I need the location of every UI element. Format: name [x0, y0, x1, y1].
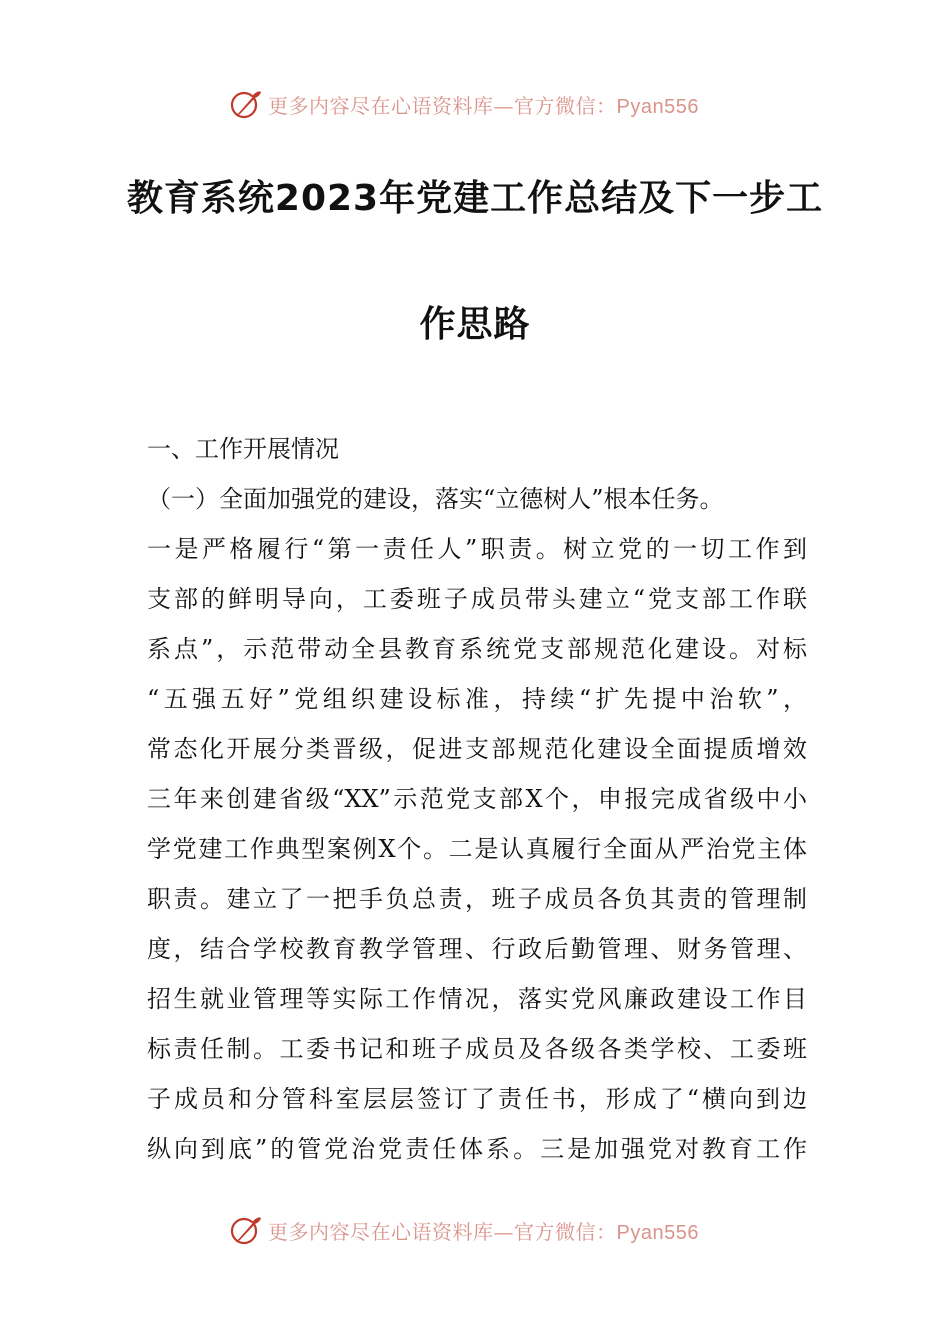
subsection-heading: （一）全面加强党的建设，落实“立德树人”根本任务。	[147, 485, 724, 513]
body-line: 学党建工作典型案例X个。二是认真履行全面从严治党主体	[147, 835, 807, 863]
body-line: 一是严格履行“第一责任人”职责。树立党的一切工作到	[147, 535, 807, 563]
body-line: 纵向到底”的管党治党责任体系。三是加强党对教育工作	[147, 1135, 807, 1163]
document-body	[147, 424, 807, 1174]
body-line: “五强五好”党组织建设标准，持续“扩先提中治软”，	[147, 685, 807, 713]
watermark-label: 更多内容尽在心语资料库—官方微信：	[268, 93, 617, 118]
body-line: 招生就业管理等实际工作情况，落实党风廉政建设工作目	[147, 985, 807, 1013]
section-heading: 一、工作开展情况	[147, 435, 339, 463]
body-line: 度，结合学校教育教学管理、行政后勤管理、财务管理、	[147, 935, 807, 963]
quill-logo-icon	[228, 1212, 264, 1248]
watermark-wechat-id: Pyan556	[616, 1221, 699, 1244]
watermark-label: 更多内容尽在心语资料库—官方微信：	[268, 1219, 617, 1244]
body-line: 三年来创建省级“XX”示范党支部X个，申报完成省级中小	[147, 785, 807, 813]
body-line: 标责任制。工委书记和班子成员及各级各类学校、工委班	[147, 1035, 807, 1063]
document-title-line-1: 教育系统2023年党建工作总结及下一步工	[126, 178, 824, 219]
body-line: 系点”，示范带动全县教育系统党支部规范化建设。对标	[147, 635, 807, 663]
quill-logo-icon	[228, 86, 264, 122]
watermark-wechat-id: Pyan556	[616, 95, 699, 118]
body-line: 支部的鲜明导向，工委班子成员带头建立“党支部工作联	[147, 585, 807, 613]
body-line: 常态化开展分类晋级，促进支部规范化建设全面提质增效	[147, 735, 807, 763]
watermark-header	[0, 82, 950, 126]
document-title-line-2: 作思路	[419, 304, 531, 345]
body-line: 子成员和分管科室层层签订了责任书，形成了“横向到边	[147, 1085, 807, 1113]
body-line: 职责。建立了一把手负总责，班子成员各负其责的管理制	[147, 885, 807, 913]
watermark-footer	[0, 1208, 950, 1252]
